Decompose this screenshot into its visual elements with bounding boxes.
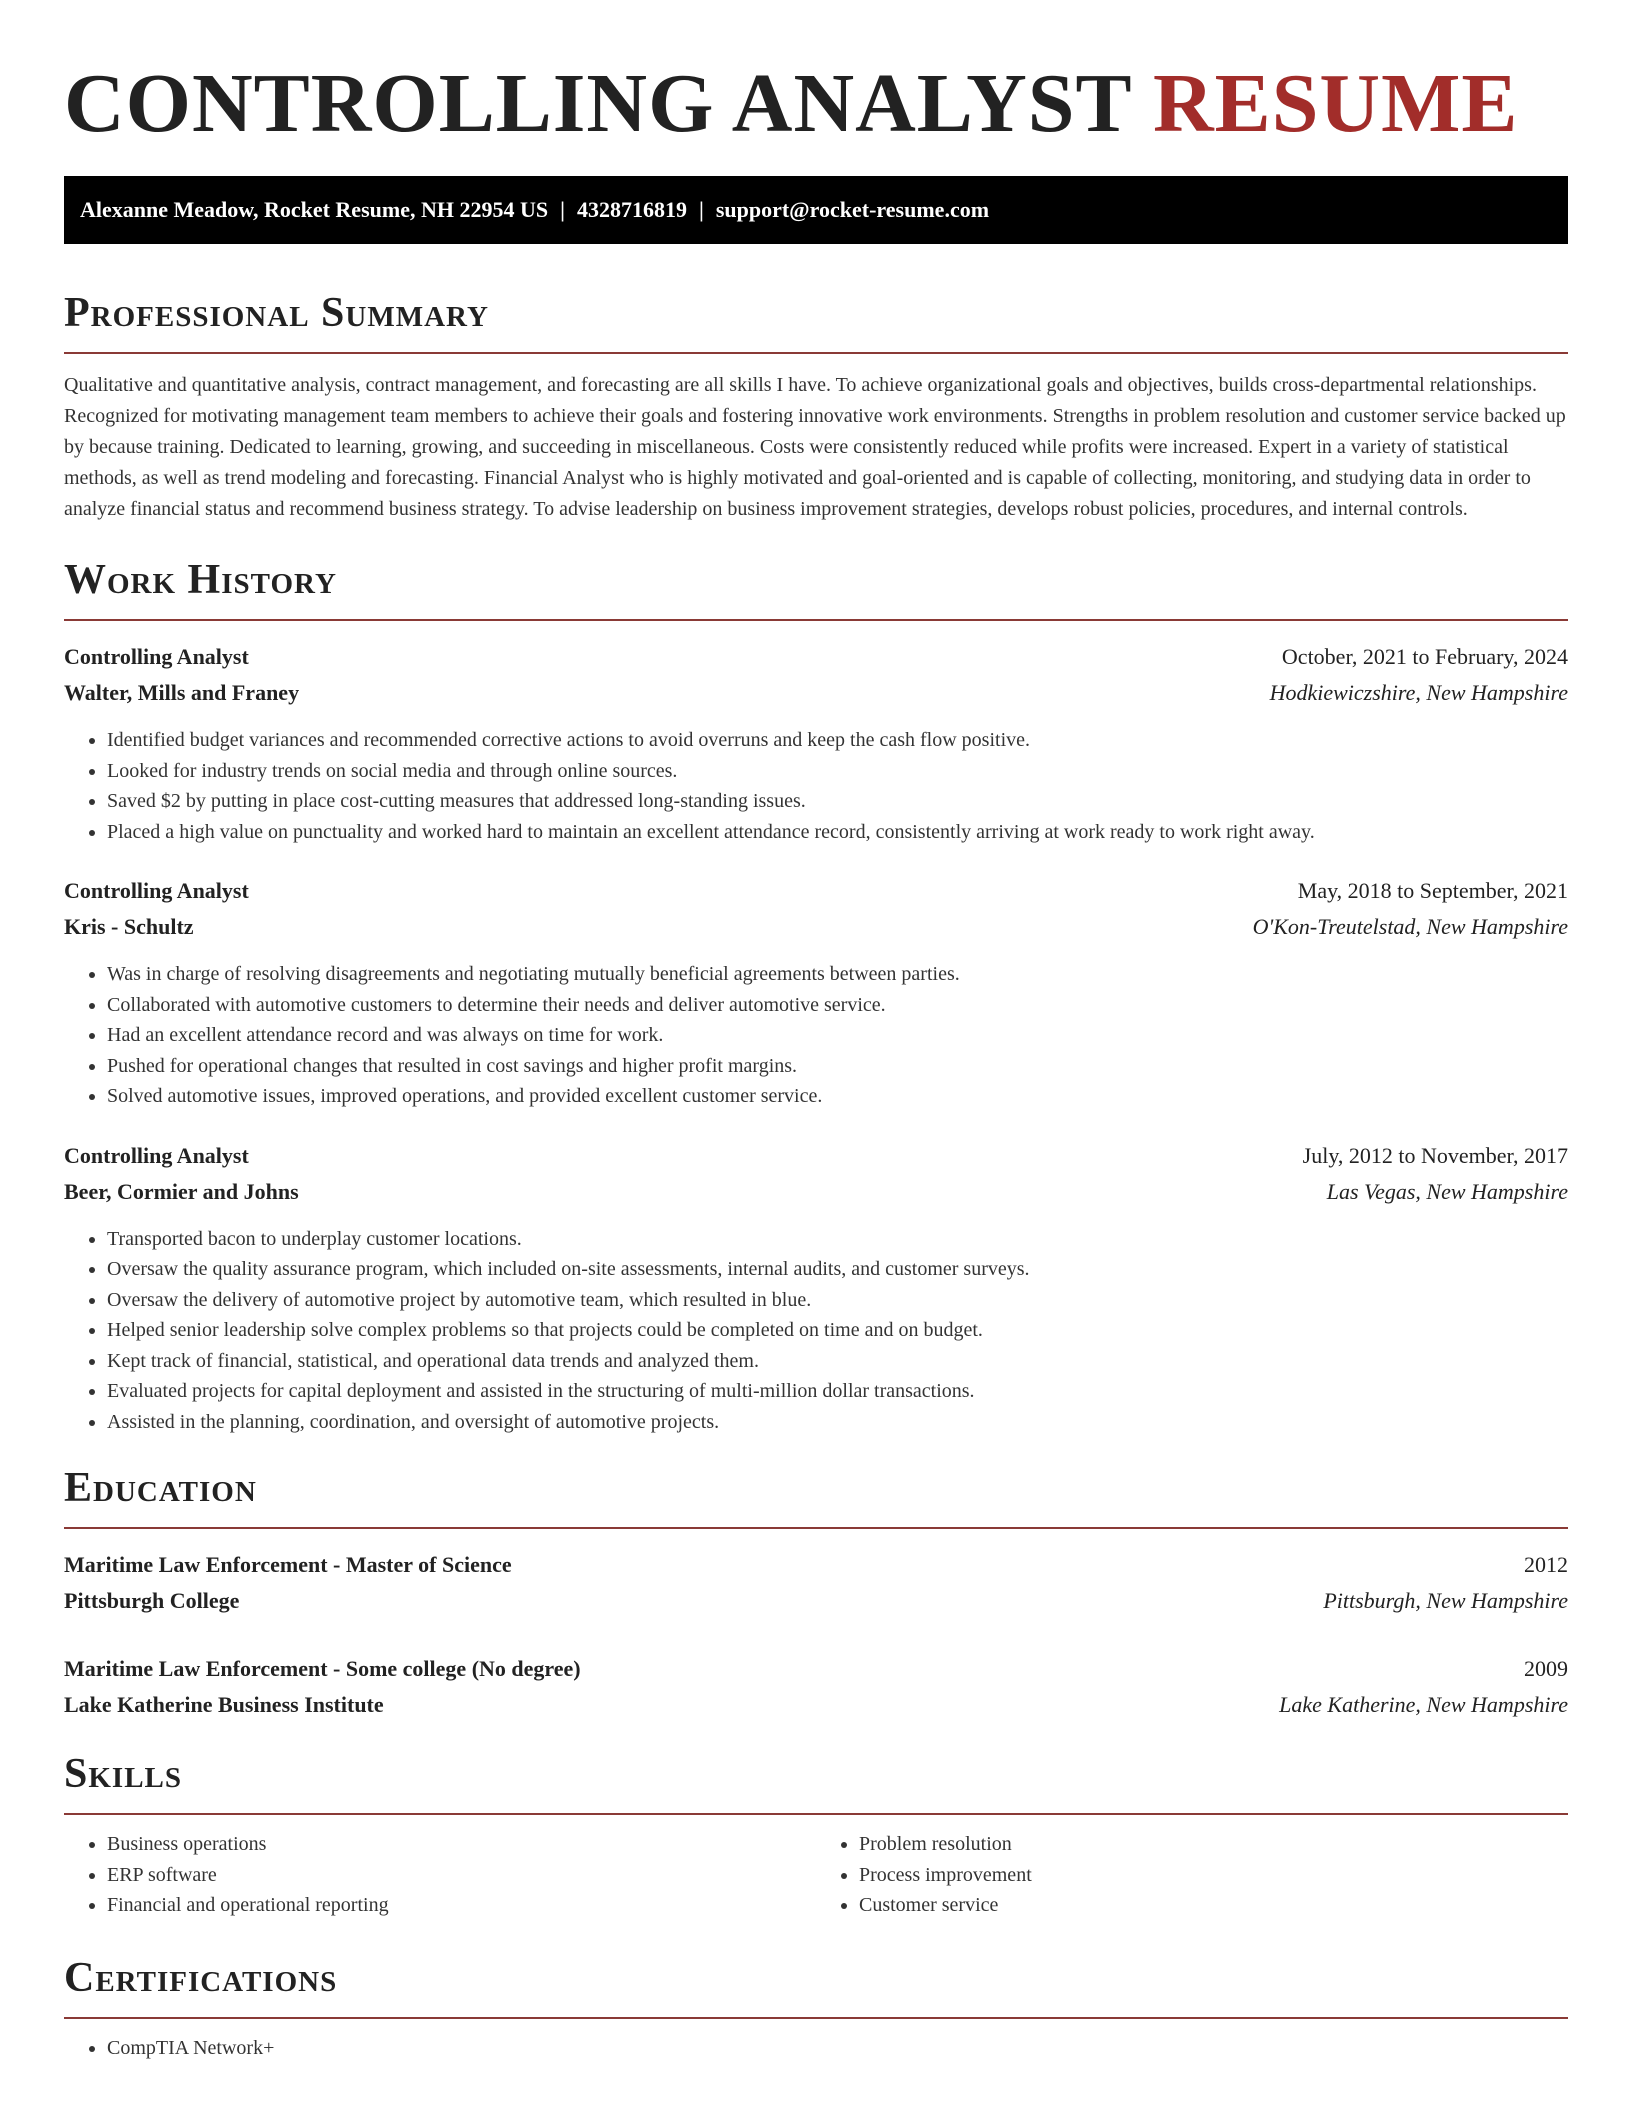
- contact-bar: [64, 176, 1568, 244]
- job-company: Kris - Schultz: [64, 914, 194, 939]
- job-company-row: [64, 1174, 1568, 1210]
- summary-text: Qualitative and quantitative analysis, contract management, and forecasting are all skills I have. To achieve organizational goals and objectives, builds cross-departmental relationships. Recognized for motivating management team members to achieve their goals and fostering innovative work environments. Strengths in problem resolution and customer service backed up by because training. Dedicated to learning, growing, and succeeding in miscellaneous. Costs were consistently reduced while profits were increased. Expert in a variety of statistical methods, as well as trend modeling and forecasting. Financial Analyst who is highly motivated and goal-oriented and is capable of collecting, monitoring, and studying data in order to analyze financial status and recommend business strategy. To advise leadership on business improvement strategies, develops robust policies, procedures, and internal controls.: [64, 374, 1566, 520]
- job-bullet: • Helped senior leadership solve complex problems so that projects could be completed on time and on budget.: [107, 1315, 1568, 1346]
- skills-list-left: [64, 1829, 816, 1921]
- education-location: Lake Katherine, New Hampshire: [1279, 1692, 1568, 1717]
- work-section: [64, 555, 1568, 1437]
- job-company-row: [64, 675, 1568, 711]
- work-heading: Work History: [64, 555, 1568, 621]
- skill-item: • Process improvement: [859, 1860, 1568, 1891]
- job-title: Controlling Analyst: [64, 878, 249, 903]
- education-school-row: [64, 1687, 1568, 1723]
- job-dates: July, 2012 to November, 2017: [1302, 1142, 1568, 1168]
- job-dates: May, 2018 to September, 2021: [1297, 878, 1568, 903]
- education-degree-row: [64, 1651, 1568, 1687]
- job-location: Las Vegas, New Hampshire: [1326, 1178, 1568, 1204]
- job-header-row: [64, 873, 1568, 909]
- job-company-row: [64, 909, 1568, 945]
- contact-email: support@rocket-resume.com: [715, 197, 990, 222]
- job-location: Hodkiewiczshire, New Hampshire: [1269, 680, 1568, 705]
- education-section: [64, 1463, 1568, 1723]
- job-header-row: [64, 1138, 1568, 1174]
- job-bullet: • Had an excellent attendance record and was always on time for work.: [107, 1020, 1568, 1051]
- job-bullet: • Saved $2 by putting in place cost-cutting measures that addressed long-standing issues.: [107, 786, 1568, 817]
- summary-heading: Professional Summary: [64, 288, 1568, 354]
- job-bullet: • Solved automotive issues, improved operations, and provided excellent customer service.: [107, 1081, 1568, 1112]
- job-bullets: [64, 959, 1568, 1112]
- job-bullet: • Oversaw the delivery of automotive project by automotive team, which resulted in blue.: [107, 1285, 1568, 1316]
- job-bullets: [64, 1224, 1568, 1438]
- education-school-row: [64, 1583, 1568, 1619]
- job-title: Controlling Analyst: [64, 1142, 249, 1168]
- job-bullet: • Evaluated projects for capital deployment and assisted in the structuring of multi-million dollar transactions.: [107, 1376, 1568, 1407]
- job-header-row: [64, 639, 1568, 675]
- contact-separator: |: [560, 197, 565, 222]
- resume-page: [64, 0, 1568, 2063]
- job-location: O'Kon-Treutelstad, New Hampshire: [1252, 914, 1568, 939]
- resume-title-accent: RESUME: [1153, 57, 1519, 150]
- certifications-section: [64, 1953, 1568, 2064]
- job-dates: October, 2021 to February, 2024: [1281, 644, 1568, 669]
- summary-section: [64, 288, 1568, 525]
- job-bullet: • Looked for industry trends on social media and through online sources.: [107, 756, 1568, 787]
- education-degree: Maritime Law Enforcement - Master of Science: [64, 1552, 512, 1577]
- resume-title: [64, 0, 1568, 152]
- job-bullet: • Identified budget variances and recommended corrective actions to avoid overruns and keep the cash flow positive.: [107, 725, 1568, 756]
- contact-phone: 4328716819: [576, 197, 687, 222]
- education-school: Pittsburgh College: [64, 1588, 240, 1613]
- certification-item: • CompTIA Network+: [107, 2033, 1568, 2064]
- skills-list-right: [816, 1829, 1568, 1921]
- skills-section: [64, 1749, 1568, 1921]
- job-bullet: • Transported bacon to underplay customer locations.: [107, 1224, 1568, 1255]
- skills-grid: [64, 1829, 1568, 1921]
- contact-address: Alexanne Meadow, Rocket Resume, NH 22954 US: [80, 197, 549, 222]
- education-year: 2012: [1524, 1552, 1568, 1577]
- job-bullet: • Assisted in the planning, coordination, and oversight of automotive projects.: [107, 1407, 1568, 1438]
- job-bullet: • Pushed for operational changes that resulted in cost savings and higher profit margins.: [107, 1051, 1568, 1082]
- education-heading: Education: [64, 1463, 1568, 1529]
- resume-title-main: CONTROLLING ANALYST: [64, 57, 1131, 150]
- job-company: Walter, Mills and Franey: [64, 680, 300, 705]
- education-location: Pittsburgh, New Hampshire: [1323, 1588, 1568, 1613]
- job-entry: [64, 639, 1568, 847]
- job-bullets: [64, 725, 1568, 847]
- job-bullet: • Oversaw the quality assurance program, which included on-site assessments, internal audits, and customer surveys.: [107, 1254, 1568, 1285]
- skill-item: • Problem resolution: [859, 1829, 1568, 1860]
- job-entry: [64, 873, 1568, 1112]
- job-title: Controlling Analyst: [64, 644, 249, 669]
- job-entry: [64, 1138, 1568, 1438]
- skills-heading: Skills: [64, 1749, 1568, 1815]
- skill-item: • Customer service: [859, 1890, 1568, 1921]
- job-bullet: • Collaborated with automotive customers to determine their needs and deliver automotive service.: [107, 990, 1568, 1021]
- education-degree: Maritime Law Enforcement - Some college (No degree): [64, 1656, 581, 1681]
- contact-separator: |: [698, 197, 704, 222]
- skill-item: • Business operations: [107, 1829, 816, 1860]
- education-entry: [64, 1651, 1568, 1723]
- education-degree-row: [64, 1547, 1568, 1583]
- certifications-heading: Certifications: [64, 1953, 1568, 2019]
- education-school: Lake Katherine Business Institute: [64, 1692, 384, 1717]
- skill-item: • ERP software: [107, 1860, 816, 1891]
- certifications-list: [64, 2033, 1568, 2064]
- job-bullet: • Was in charge of resolving disagreements and negotiating mutually beneficial agreements between parties.: [107, 959, 1568, 990]
- job-company: Beer, Cormier and Johns: [64, 1178, 299, 1204]
- job-bullet: • Kept track of financial, statistical, and operational data trends and analyzed them.: [107, 1346, 1568, 1377]
- job-bullet: • Placed a high value on punctuality and worked hard to maintain an excellent attendance record, consistently arriving at work ready to work right away.: [107, 817, 1568, 848]
- education-year: 2009: [1524, 1656, 1568, 1681]
- skill-item: • Financial and operational reporting: [107, 1890, 816, 1921]
- education-entry: [64, 1547, 1568, 1619]
